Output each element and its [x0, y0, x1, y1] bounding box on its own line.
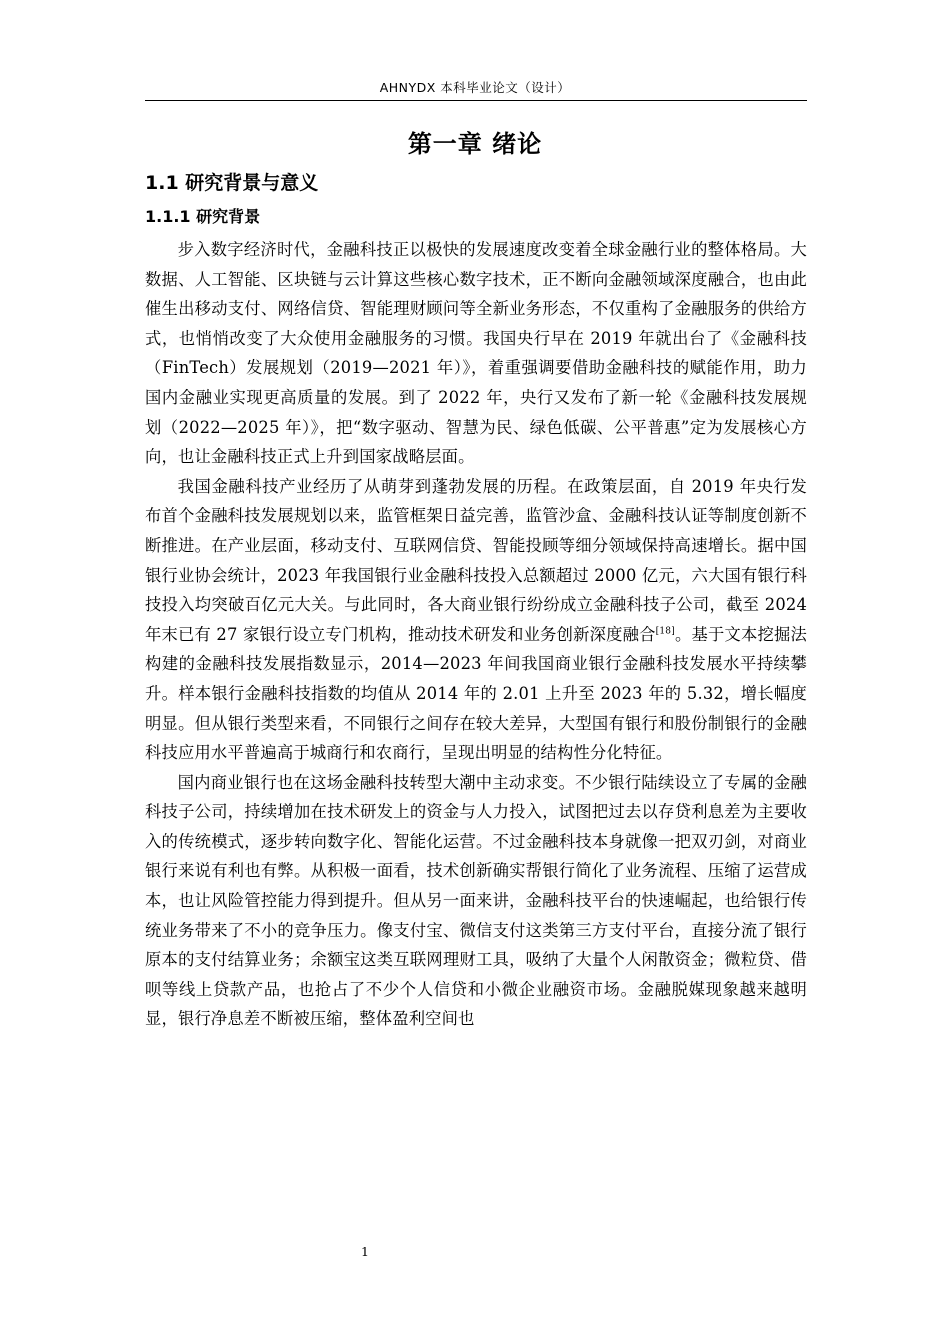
citation-reference: [18] [655, 626, 675, 637]
subsection-title: 1.1.1 研究背景 [145, 207, 261, 226]
page-number: 1 [361, 1244, 369, 1259]
paragraph-3: 国内商业银行也在这场金融科技转型大潮中主动求变。不少银行陆续设立了专属的金融科技子公司，持续增加在技术研发上的资金与人力投入，试图把过去以存贷利息差为主要收入的传统模式，逐步转向数字化、智能化运营。不过金融科技本身就像一把双刃剑，对商业银行来说有利也有弊。从积极一面看，技术创新确实帮银行简化了业务流程、压缩了运营成本，也让风险管控能力得到提升。但从另一面来讲，金融科技平台的快速崛起，也给银行传统业务带来了不小的竞争压力。像支付宝、微信支付这类第三方支付平台，直接分流了银行原本的支付结算业务；余额宝这类互联网理财工具，吸纳了大量个人闲散资金；微粒贷、借呗等线上贷款产品，也抢占了不少个人信贷和小微企业融资市场。金融脱媒现象越来越明显，银行净息差不断被压缩，整体盈利空间也 [145, 772, 807, 1029]
paragraph-1: 步入数字经济时代，金融科技正以极快的发展速度改变着全球金融行业的整体格局。大数据、人工智能、区块链与云计算这些核心数字技术，正不断向金融领域深度融合，也由此催生出移动支付、网络信贷、智能理财顾问等全新业务形态，不仅重构了金融服务的供给方式，也悄悄改变了大众使用金融服务的习惯。我国央行早在 2019 年就出台了《金融科技（FinTech）发展规划（2019—2021 年）》，着重强调要借助金融科技的赋能作用，助力国内金融业实现更高质量的发展。到了 2022 年，央行又发布了新一轮《金融科技发展规划（2022—2025 年）》，把“数字驱动、智慧为民、绿色低碳、公平普惠”定为发展核心方向，也让金融科技正式上升到国家战略层面。 [145, 240, 807, 467]
paragraph-2-part-2: 。基于文本挖掘法构建的金融科技发展指数显示，2014—2023 年间我国商业银行金融科技发展水平持续攀升。样本银行金融科技指数的均值从 2014 年的 2.01 上升至 2023 年的 5.32，增长幅度明显。但从银行类型来看，不同银行之间存在较大差异，大型国有银行和股份制银行的金融科技应用水平普遍高于城商行和农商行，呈现出明显的结构性分化特征。 [145, 624, 808, 763]
section-title: 1.1 研究背景与意义 [145, 172, 319, 194]
header-rule [145, 100, 807, 101]
paragraph-2-part-1: 我国金融科技产业经历了从萌芽到蓬勃发展的历程。在政策层面，自 2019 年央行发布首个金融科技发展规划以来，监管框架日益完善，监管沙盒、金融科技认证等制度创新不断推进。在产业层面，移动支付、互联网信贷、智能投顾等细分领域保持高速增长。据中国银行业协会统计，2023 年我国银行业金融科技投入总额超过 2000 亿元，六大国有银行科技投入均突破百亿元大关。与此同时，各大商业银行纷纷成立金融科技子公司，截至 2024 年末已有 27 家银行设立专门机构，推动技术研发和业务创新深度融合 [145, 476, 807, 644]
body-text [145, 235, 807, 1034]
running-header: AHNYDX 本科毕业论文（设计） [379, 80, 571, 95]
paragraph-2 [145, 472, 807, 768]
chapter-title: 第一章 绪论 [407, 130, 543, 158]
